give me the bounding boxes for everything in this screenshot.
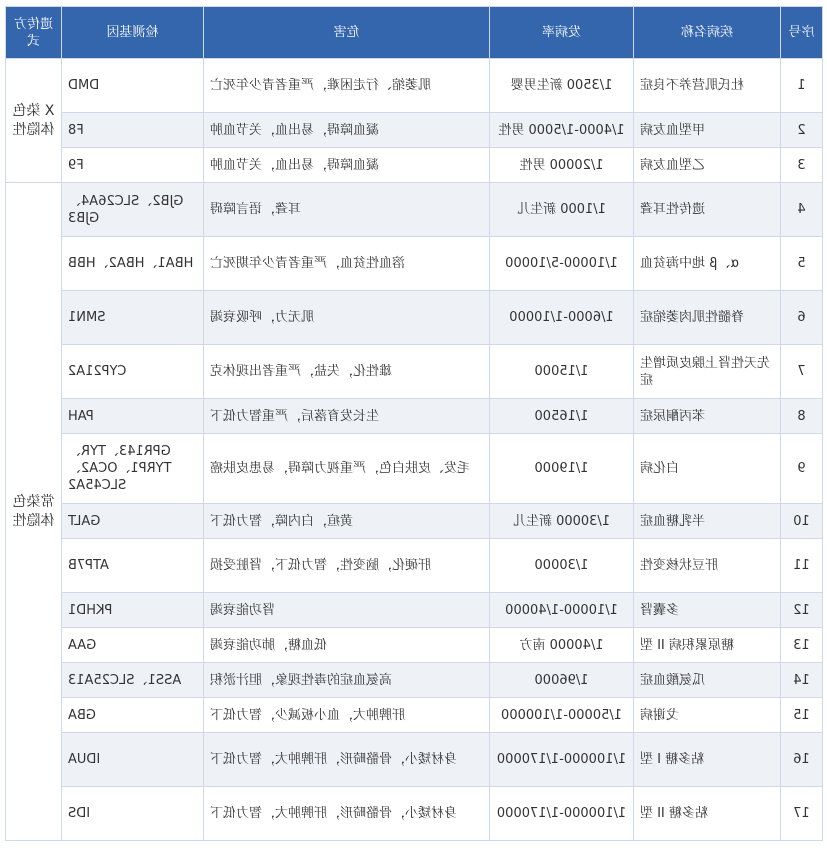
index-cell: 9 <box>781 434 823 504</box>
table-body <box>6 59 823 841</box>
index-cell: 16 <box>781 733 823 787</box>
gene-cell: GALT <box>62 504 204 539</box>
incidence-cell: 1/20000 男性 <box>490 148 634 183</box>
gene-cell: GJB2、SLC26A4、GJB3 <box>62 183 204 237</box>
disease-name-cell: 多囊肾 <box>634 593 781 628</box>
index-cell: 15 <box>781 698 823 733</box>
incidence-cell: 1/40000 南方 <box>490 628 634 663</box>
disease-name-cell: 瓜氨酸血症 <box>634 663 781 698</box>
harm-cell: 毛发、皮肤白色，严重视力障碍，易患皮肤癌 <box>204 434 490 504</box>
category-x-linked: X 染色体隐性 <box>6 59 62 183</box>
gene-cell: HBA1、HBA2、HBB <box>62 237 204 291</box>
gene-cell: IDS <box>62 787 204 841</box>
harm-cell: 肌无力，呼吸衰竭 <box>204 291 490 345</box>
disease-name-cell: 粘多糖 II 型 <box>634 787 781 841</box>
harm-cell: 溶血性贫血，严重者青少年期死亡 <box>204 237 490 291</box>
disease-name-cell: 乙型血友病 <box>634 148 781 183</box>
table-row <box>6 733 823 787</box>
genetic-disease-table <box>5 6 823 841</box>
header-harm: 危害 <box>204 7 490 59</box>
incidence-cell: 1/96000 <box>490 663 634 698</box>
index-cell: 12 <box>781 593 823 628</box>
gene-cell: SMN1 <box>62 291 204 345</box>
incidence-cell: 1/6000-1/10000 <box>490 291 634 345</box>
gene-cell: DMD <box>62 59 204 113</box>
gene-cell: IDUA <box>62 733 204 787</box>
gene-cell: ASS1、SLC25A13 <box>62 663 204 698</box>
table-row <box>6 59 823 113</box>
table-row <box>6 148 823 183</box>
incidence-cell: 1/3500 新生男婴 <box>490 59 634 113</box>
table-row <box>6 698 823 733</box>
incidence-cell: 1/100000-1/170000 <box>490 733 634 787</box>
harm-cell: 生长发育落后，严重智力低下 <box>204 399 490 434</box>
table-row <box>6 434 823 504</box>
disease-name-cell: 遗传性耳聋 <box>634 183 781 237</box>
disease-name-cell: 甲型血友病 <box>634 113 781 148</box>
header-inheritance: 遗传方式 <box>6 7 62 59</box>
gene-cell: GBA <box>62 698 204 733</box>
table-row <box>6 787 823 841</box>
index-cell: 5 <box>781 237 823 291</box>
table-row <box>6 345 823 399</box>
disease-name-cell: 苯丙酮尿症 <box>634 399 781 434</box>
category-autosomal: 常染色体隐性 <box>6 183 62 841</box>
harm-cell: 肌萎缩、行走困难，严重者青少年死亡 <box>204 59 490 113</box>
table-row <box>6 663 823 698</box>
table-row <box>6 183 823 237</box>
index-cell: 4 <box>781 183 823 237</box>
incidence-cell: 1/10000-5/10000 <box>490 237 634 291</box>
incidence-cell: 1/100000-1/170000 <box>490 787 634 841</box>
incidence-cell: 1/30000 新生儿 <box>490 504 634 539</box>
incidence-cell: 1/15000 <box>490 345 634 399</box>
harm-cell: 肝硬化，脑变性，智力低下，肾脏受损 <box>204 539 490 593</box>
header-row <box>6 7 823 59</box>
incidence-cell: 1/19000 <box>490 434 634 504</box>
harm-cell: 低血糖，肺功能衰竭 <box>204 628 490 663</box>
table-row <box>6 539 823 593</box>
disease-name-cell: 戈谢病 <box>634 698 781 733</box>
harm-cell: 黄疸，白内障，智力低下 <box>204 504 490 539</box>
harm-cell: 雄性化，失盐，严重者出现休克 <box>204 345 490 399</box>
index-cell: 7 <box>781 345 823 399</box>
index-cell: 8 <box>781 399 823 434</box>
header-index: 序号 <box>781 7 823 59</box>
incidence-cell: 1/10000-1/40000 <box>490 593 634 628</box>
harm-cell: 身材矮小，骨骼畸形，肝脾肿大，智力低下 <box>204 733 490 787</box>
harm-cell: 身材矮小，骨骼畸形，肝脾肿大，智力低下 <box>204 787 490 841</box>
header-disease: 疾病名称 <box>634 7 781 59</box>
header-incidence: 发病率 <box>490 7 634 59</box>
table-row <box>6 593 823 628</box>
gene-cell: PKHD1 <box>62 593 204 628</box>
index-cell: 13 <box>781 628 823 663</box>
harm-cell: 凝血障碍，易出血，关节血肿 <box>204 113 490 148</box>
gene-cell: F9 <box>62 148 204 183</box>
disease-name-cell: 糖原累积病 II 型 <box>634 628 781 663</box>
index-cell: 14 <box>781 663 823 698</box>
gene-cell: GAA <box>62 628 204 663</box>
gene-cell: ATP7B <box>62 539 204 593</box>
table-row <box>6 628 823 663</box>
index-cell: 10 <box>781 504 823 539</box>
index-cell: 11 <box>781 539 823 593</box>
gene-cell: GPR143、TYR、TYRP1、OCA2、SLC45A2 <box>62 434 204 504</box>
disease-name-cell: 半乳糖血症 <box>634 504 781 539</box>
index-cell: 1 <box>781 59 823 113</box>
disease-name-cell: 先天性肾上腺皮质增生症 <box>634 345 781 399</box>
table-row <box>6 504 823 539</box>
harm-cell: 高氨血症的毒性现象，胆汁淤积 <box>204 663 490 698</box>
incidence-cell: 1/30000 <box>490 539 634 593</box>
incidence-cell: 1/4000-1/5000 男性 <box>490 113 634 148</box>
disease-name-cell: α、β 地中海贫血 <box>634 237 781 291</box>
incidence-cell: 1/50000-1/100000 <box>490 698 634 733</box>
table-container <box>5 6 822 841</box>
harm-cell: 肝脾肿大，血小板减少，智力低下 <box>204 698 490 733</box>
gene-cell: CYP21A2 <box>62 345 204 399</box>
index-cell: 3 <box>781 148 823 183</box>
harm-cell: 耳聋，语言障碍 <box>204 183 490 237</box>
disease-name-cell: 白化病 <box>634 434 781 504</box>
disease-name-cell: 杜氏肌营养不良症 <box>634 59 781 113</box>
index-cell: 6 <box>781 291 823 345</box>
gene-cell: PAH <box>62 399 204 434</box>
table-row <box>6 399 823 434</box>
incidence-cell: 1/16500 <box>490 399 634 434</box>
table-row <box>6 291 823 345</box>
index-cell: 17 <box>781 787 823 841</box>
harm-cell: 凝血障碍，易出血，关节血肿 <box>204 148 490 183</box>
gene-cell: F8 <box>62 113 204 148</box>
harm-cell: 肾功能衰竭 <box>204 593 490 628</box>
disease-name-cell: 脊髓性肌肉萎缩症 <box>634 291 781 345</box>
index-cell: 2 <box>781 113 823 148</box>
disease-name-cell: 粘多糖 I 型 <box>634 733 781 787</box>
disease-name-cell: 肝豆状核变性 <box>634 539 781 593</box>
table-row <box>6 113 823 148</box>
table-row <box>6 237 823 291</box>
header-gene: 检测基因 <box>62 7 204 59</box>
incidence-cell: 1/1000 新生儿 <box>490 183 634 237</box>
